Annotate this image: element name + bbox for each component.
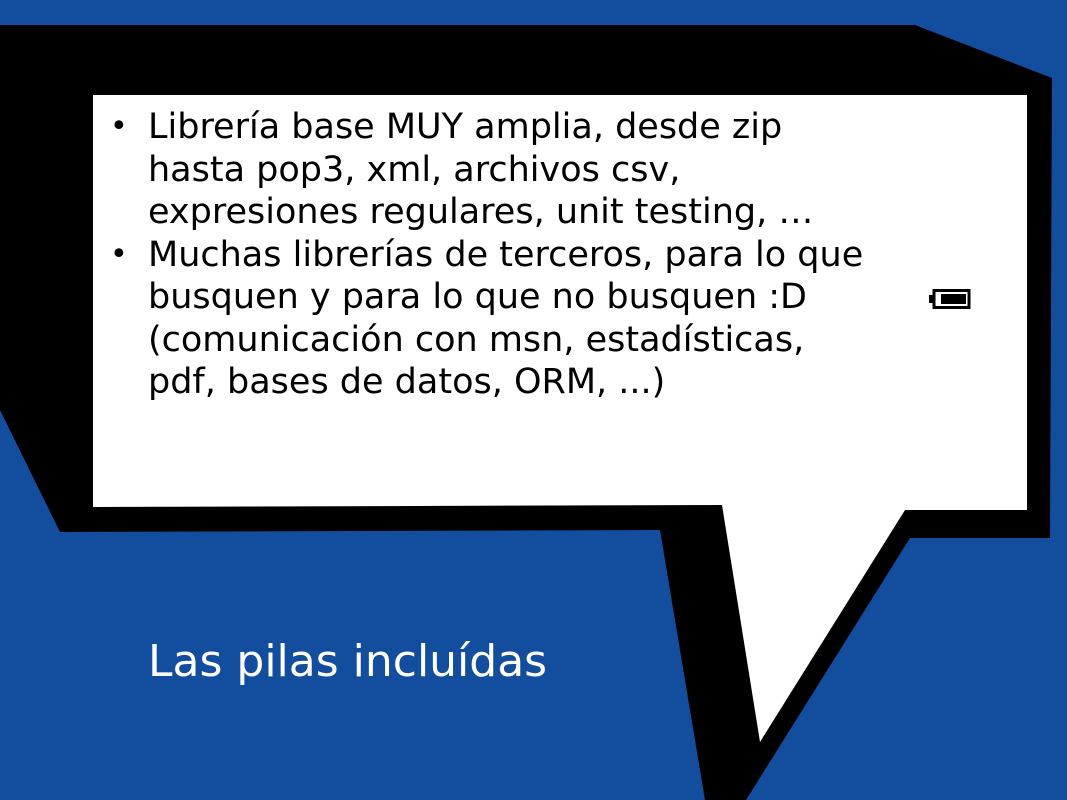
battery-icon [929,289,971,309]
bullet-text: Muchas librerías de terceros, para lo que busquen y para lo que no busquen :D [148,234,864,317]
bullet-dot: • [110,236,128,272]
bullet-continuation: (comunicación con msn, estadísticas, pdf, bases de datos, ORM, ...) [148,319,805,402]
list-item [110,234,870,404]
list-item [110,106,870,234]
bullet-list [110,106,870,404]
bullet-text: Librería base MUY amplia, desde zip hasta pop3, xml, archivos csv, expresiones regulares, unit testing, … [148,107,814,232]
slide-title: Las pilas incluídas [148,636,548,687]
bullet-dot: • [110,109,128,144]
